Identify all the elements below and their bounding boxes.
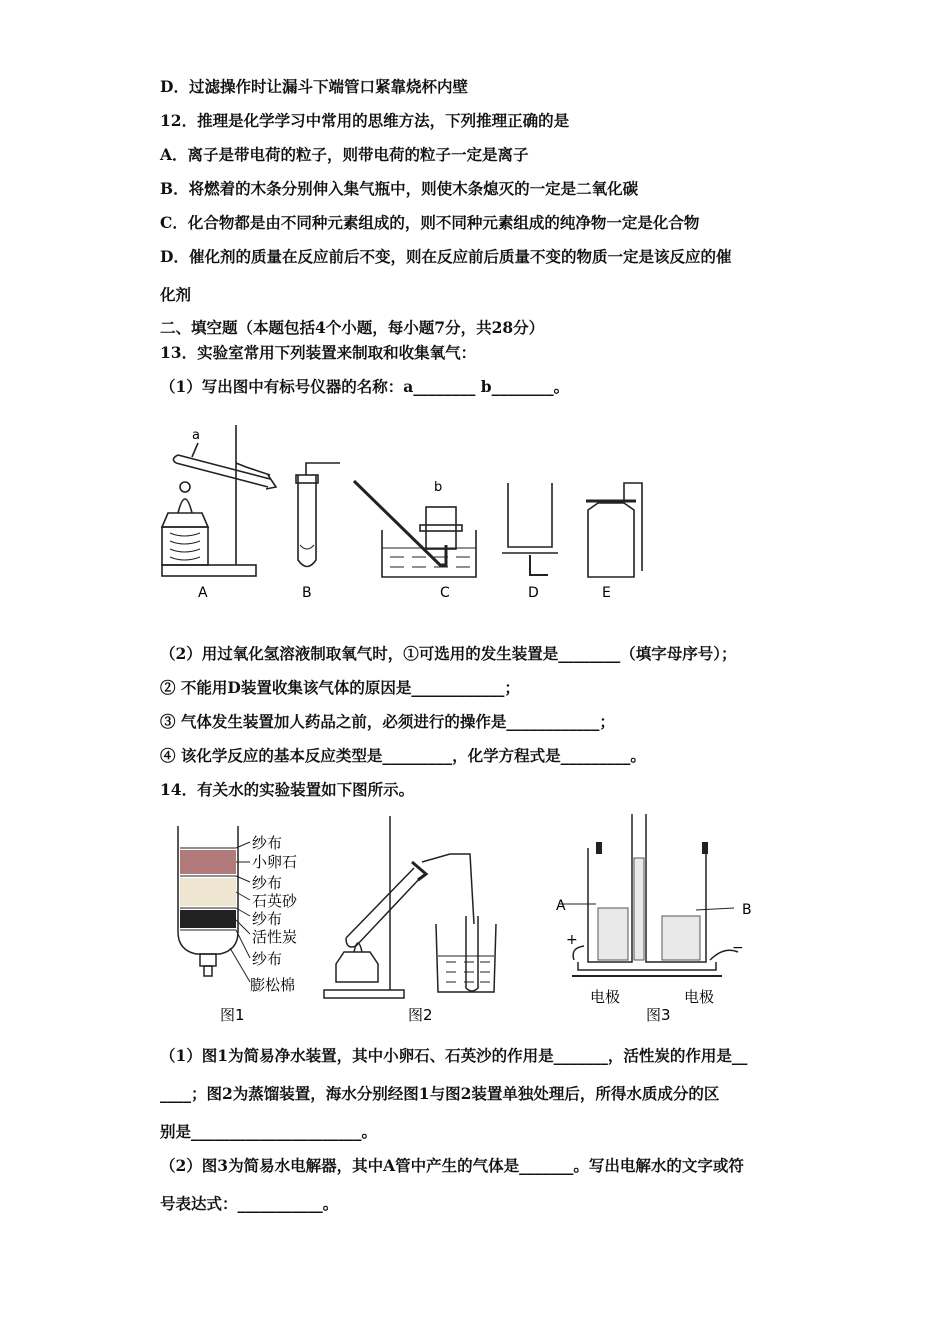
apparatus-figure (150, 415, 660, 610)
q14-part-1-cont: ____；图2为蒸馏装置，海水分别经图1与图2装置单独处理后，所得水质成分的区 (160, 1084, 720, 1103)
distillation-apparatus (324, 816, 496, 998)
anode-sign: + (566, 932, 578, 948)
mark-b: b (434, 480, 443, 495)
q14-part-1-end: 别是______________________。 (160, 1122, 378, 1141)
filter-label-3: 纱布 (252, 874, 283, 892)
section-2-heading: 二、填空题（本题包括4个小题，每小题7分，共28分） (160, 318, 545, 337)
filter-label-6: 活性炭 (252, 928, 298, 946)
q13-part-2: （2）用过氧化氢溶液制取氧气时，①可选用的发生装置是________（填字母序号）； (160, 644, 737, 663)
label-a: A (198, 585, 208, 601)
question-14-stem: 14．有关水的实验装置如下图所示。 (160, 780, 415, 799)
q13-part-2-iv: ④ 该化学反应的基本反应类型是_________，化学方程式是_________。 (160, 746, 646, 765)
bottle-e (588, 503, 634, 577)
caption-fig1: 图1 (220, 1006, 245, 1024)
tube-a-liquid (598, 908, 628, 960)
option-d-filter: D．过滤操作时让漏斗下端管口紧靠烧杯内壁 (160, 77, 468, 96)
test-tube-b (298, 475, 316, 567)
stand-base (162, 565, 256, 576)
label-line-a (192, 443, 198, 457)
tube-a-label: A (556, 898, 566, 914)
bottle-d (508, 483, 552, 547)
electrode-right-label: 电极 (684, 988, 715, 1006)
q13-part-2-iii: ③ 气体发生装置加人药品之前，必须进行的操作是____________； (160, 712, 615, 731)
q14-part-2: （2）图3为简易水电解器，其中A管中产生的气体是_______。写出电解水的文字或符 (160, 1156, 744, 1175)
q14-part-1: （1）图1为简易净水装置，其中小卵石、石英沙的作用是_______，活性炭的作用是__ (160, 1046, 748, 1065)
filter-label-4: 石英砂 (252, 892, 298, 910)
electrolyzer (560, 814, 738, 976)
q12-option-c: C．化合物都是由不同种元素组成的，则不同种元素组成的纯净物一定是化合物 (160, 213, 700, 232)
label-b: B (302, 585, 312, 601)
filter-label-1: 纱布 (252, 834, 283, 852)
mark-a: a (192, 428, 200, 443)
q13-part-1: （1）写出图中有标号仪器的名称：a________ b________。 (160, 377, 570, 396)
tube-b-liquid (662, 916, 700, 960)
filter-label-5: 纱布 (252, 910, 283, 928)
clamp (236, 463, 270, 475)
q14-part-2-end: 号表达式：___________。 (160, 1194, 339, 1213)
delivery-tube-c (354, 481, 446, 565)
water-apparatus-figure (150, 812, 790, 1026)
filter-label-7: 纱布 (252, 950, 283, 968)
cathode-sign: − (732, 940, 744, 956)
alcohol-lamp (162, 513, 208, 527)
caption-fig3: 图3 (646, 1006, 671, 1024)
q13-part-2-ii: ② 不能用D装置收集该气体的原因是____________； (160, 678, 520, 697)
electrode-left-label: 电极 (590, 988, 621, 1006)
q12-option-d: D．催化剂的质量在反应前后不变，则在反应前后质量不变的物质一定是该反应的催 (160, 247, 732, 266)
carbon-layer (180, 910, 236, 928)
label-c: C (440, 585, 450, 601)
tube-b-label: B (742, 902, 752, 918)
filter-label-8: 膨松棉 (250, 976, 296, 994)
q12-option-d-cont: 化剂 (160, 285, 192, 304)
question-12-stem: 12．推理是化学学习中常用的思维方法，下列推理正确的是 (160, 111, 570, 130)
q12-option-a: A．离子是带电荷的粒子，则带电荷的粒子一定是离子 (160, 145, 529, 164)
sand-layer (180, 878, 236, 906)
label-d: D (528, 585, 539, 601)
flask-tube (346, 868, 422, 947)
collecting-bottle-b (426, 507, 456, 549)
pebbles-layer (180, 850, 236, 874)
q12-option-b: B．将燃着的木条分别伸入集气瓶中，则使木条熄灭的一定是二氧化碳 (160, 179, 639, 198)
label-e: E (602, 585, 611, 601)
question-13-stem: 13．实验室常用下列装置来制取和收集氧气： (160, 343, 477, 362)
caption-fig2: 图2 (408, 1006, 433, 1024)
reservoir-liquid (634, 858, 644, 960)
filter-label-2: 小卵石 (252, 853, 298, 871)
